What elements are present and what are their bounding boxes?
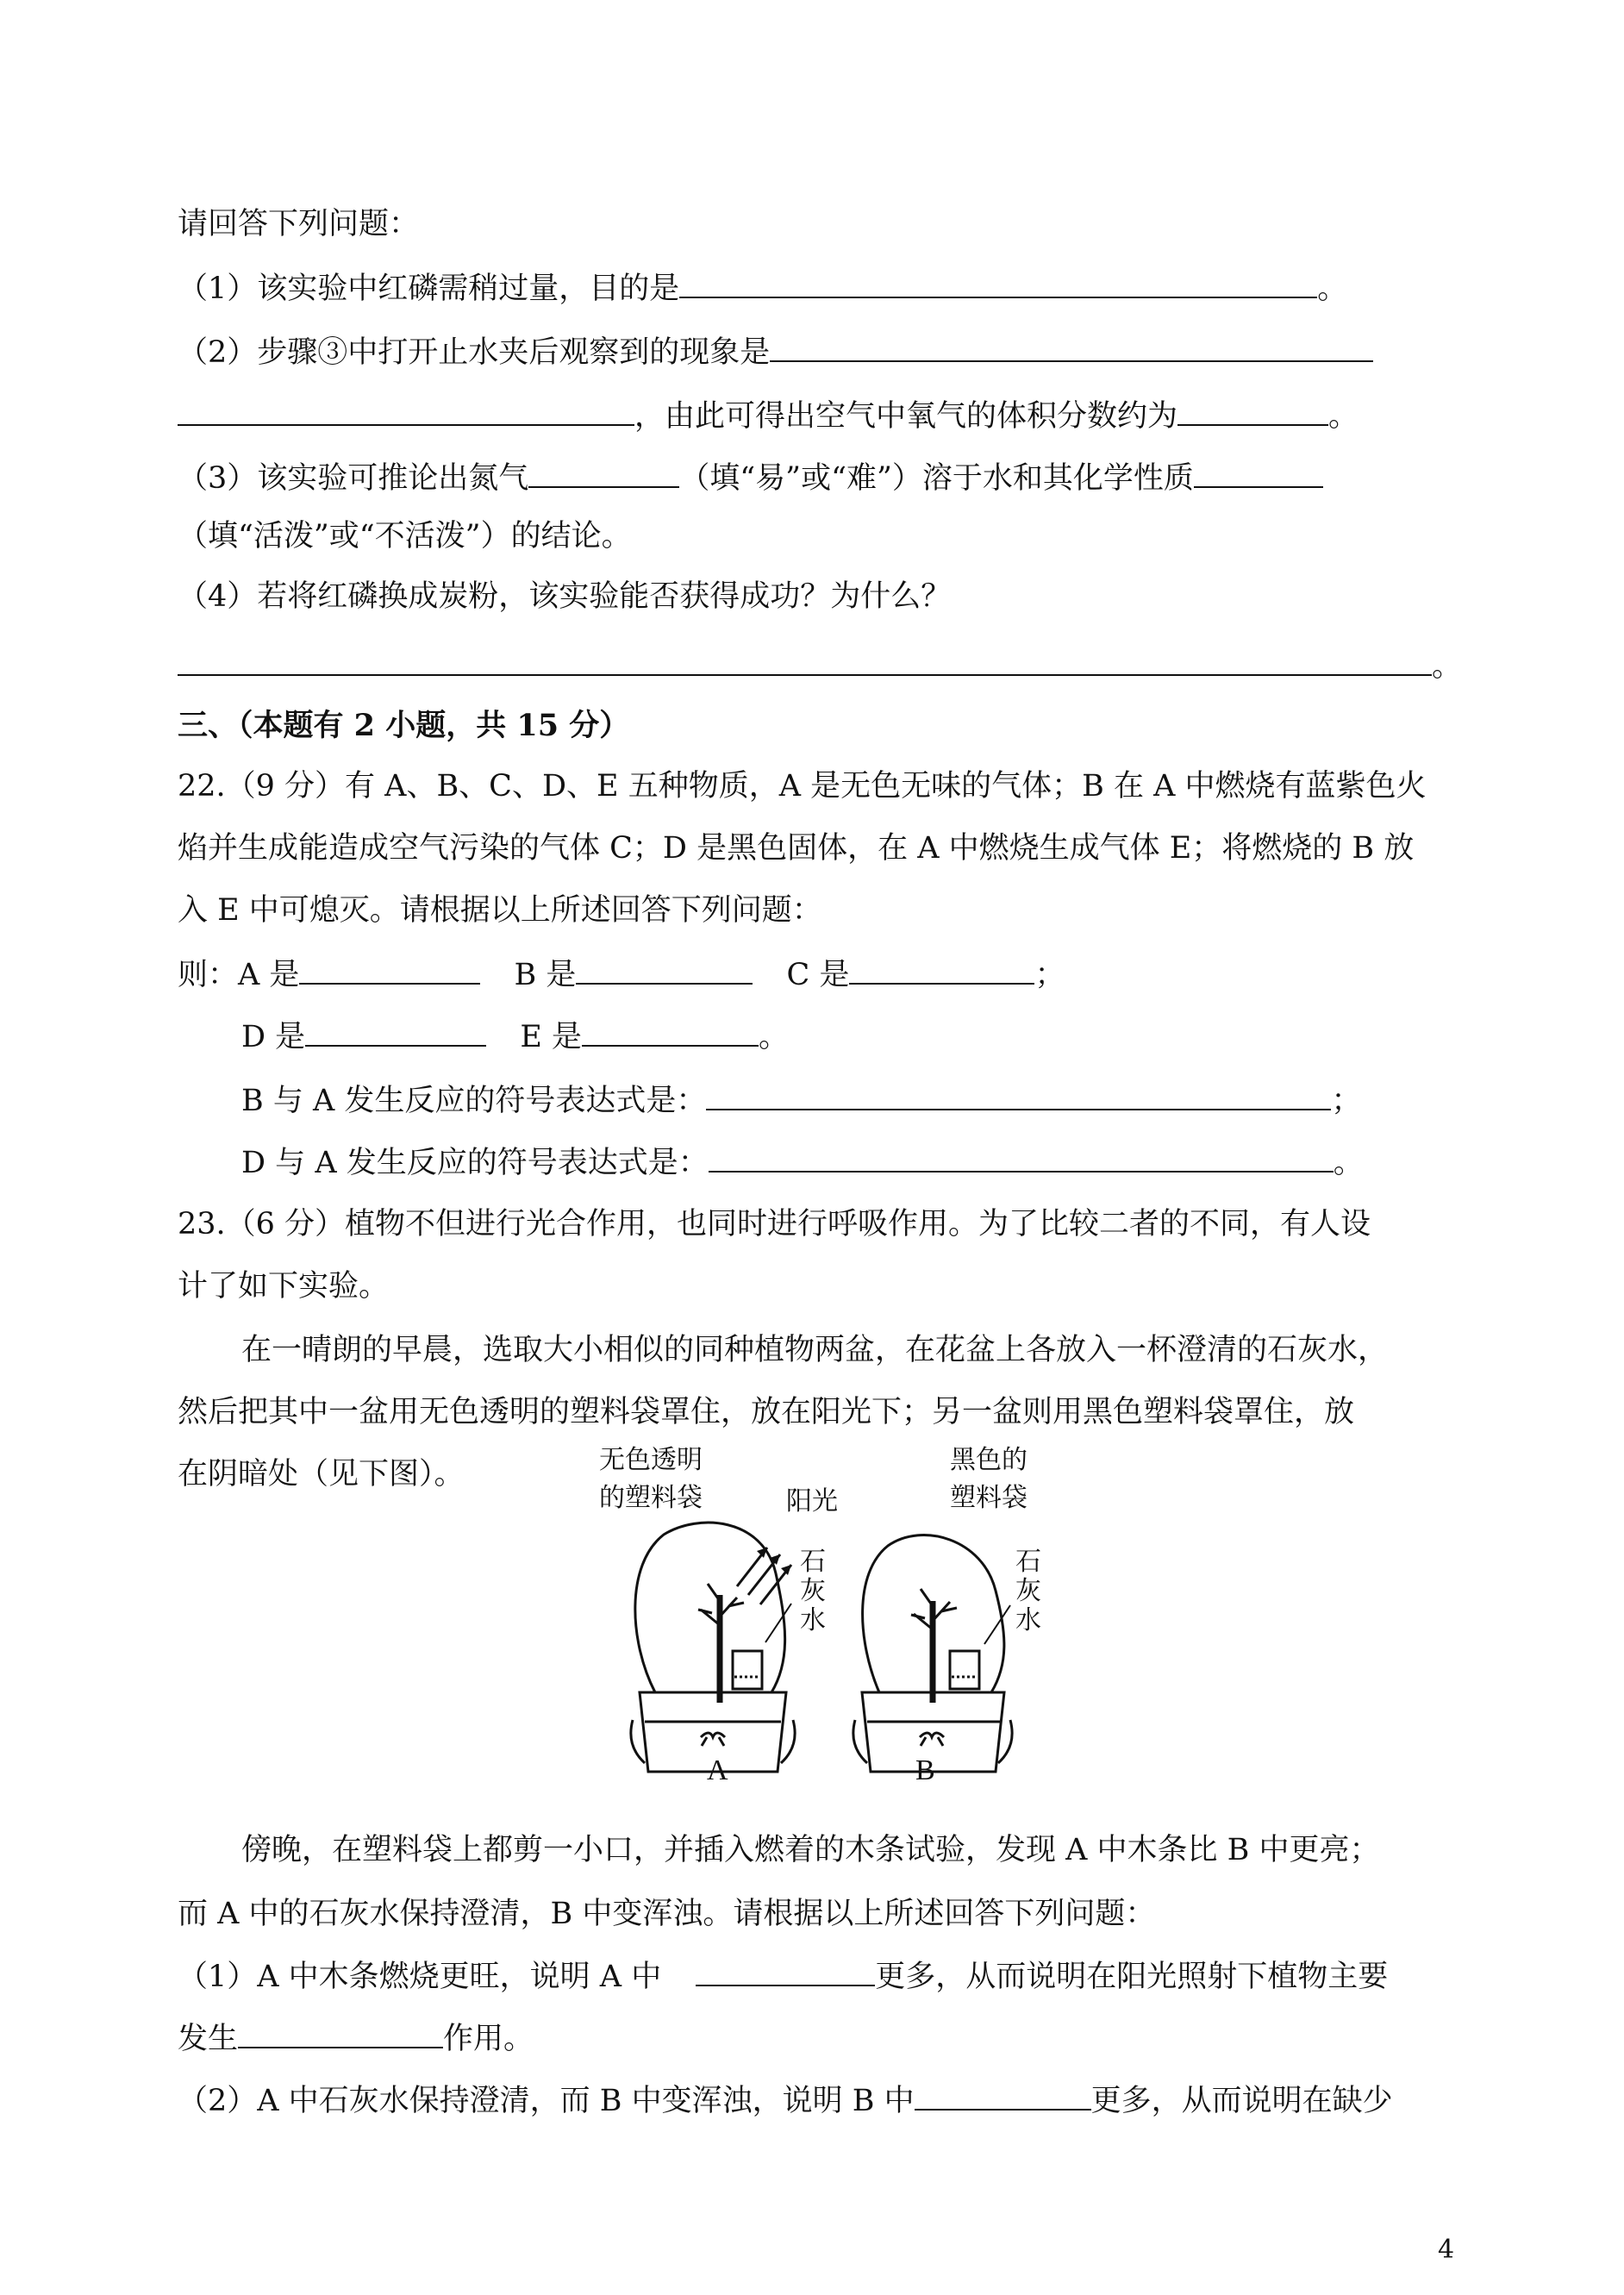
answer-blank[interactable] bbox=[528, 457, 679, 488]
section-heading: 三、（本题有 2 小题，共 15 分） bbox=[178, 708, 630, 743]
answer-blank[interactable] bbox=[915, 2079, 1091, 2111]
answer-blank[interactable] bbox=[238, 2017, 443, 2048]
q22-equation-ba: B 与 A 发生反应的符号表达式是： ； bbox=[241, 1079, 1361, 1121]
q22-line2: 焰并生成能造成空气污染的气体 C；D 是黑色固体，在 A 中燃烧生成气体 E；将燃烧的 B 放 bbox=[178, 831, 1415, 866]
q22-answers-de: D 是 E 是 。 bbox=[241, 1016, 789, 1057]
answer-blank[interactable] bbox=[178, 395, 634, 426]
q21-part2-cont: ，由此可得出空气中氧气的体积分数约为 。 bbox=[178, 395, 1359, 436]
answer-blank[interactable] bbox=[709, 1141, 1334, 1173]
answer-blank[interactable] bbox=[1177, 395, 1328, 426]
q22-answers-abc: 则：A 是 B 是 C 是 ； bbox=[178, 954, 1065, 995]
q21-part3: （3）该实验可推论出氮气 （填“易”或“难”）溶于水和其化学性质 bbox=[178, 457, 1323, 498]
q21-part2: （2）步骤③中打开止水夹后观察到的现象是 bbox=[178, 331, 1373, 372]
q22-line3: 入 E 中可熄灭。请根据以上所述回答下列问题： bbox=[178, 893, 822, 928]
question-intro: 请回答下列问题： bbox=[178, 207, 420, 241]
answer-blank[interactable] bbox=[1194, 457, 1323, 488]
answer-blank[interactable] bbox=[305, 1016, 486, 1047]
label-bag-a: 无色透明 的塑料袋 bbox=[599, 1445, 703, 1513]
q21-part1: （1）该实验中红磷需稍过量，目的是 。 bbox=[178, 267, 1347, 309]
q23-line2: 计了如下实验。 bbox=[178, 1269, 390, 1304]
q23-part1-cont: 发生 作用。 bbox=[178, 2017, 534, 2059]
answer-blank[interactable] bbox=[770, 331, 1373, 362]
q23-line1: 23.（6 分）植物不但进行光合作用，也同时进行呼吸作用。为了比较二者的不同，有人设 bbox=[178, 1207, 1371, 1241]
q23-para3: 在阴暗处（见下图）。 bbox=[178, 1457, 465, 1491]
q23-para5: 而 A 中的石灰水保持澄清，B 中变浑浊。请根据以上所述回答下列问题： bbox=[178, 1897, 1156, 1931]
label-limewater-a: 石 灰 水 bbox=[800, 1547, 826, 1635]
label-limewater-b: 石 灰 水 bbox=[1015, 1547, 1041, 1635]
answer-blank[interactable] bbox=[299, 954, 480, 985]
q23-para4: 傍晚，在塑料袋上都剪一小口，并插入燃着的木条试验，发现 A 中木条比 B 中更亮； bbox=[241, 1833, 1380, 1867]
q23-para1: 在一晴朗的早晨，选取大小相似的同种植物两盆，在花盆上各放入一杯澄清的石灰水， bbox=[241, 1333, 1389, 1367]
q22-line1: 22.（9 分）有 A、B、C、D、E 五种物质，A 是无色无味的气体；B 在 A 中燃烧有蓝紫色火 bbox=[178, 769, 1427, 804]
answer-blank[interactable] bbox=[696, 1955, 875, 1986]
answer-blank[interactable] bbox=[849, 954, 1034, 985]
label-bag-b: 黑色的 塑料袋 bbox=[950, 1445, 1027, 1513]
q21-part4-answer: 。 bbox=[178, 645, 1462, 686]
label-sunlight: 阳光 bbox=[786, 1486, 838, 1516]
q23-part1: （1）A 中木条燃烧更旺，说明 A 中 更多，从而说明在阳光照射下植物主要 bbox=[178, 1955, 1388, 1997]
answer-blank[interactable] bbox=[679, 267, 1317, 298]
q23-para2: 然后把其中一盆用无色透明的塑料袋罩住，放在阳光下；另一盆则用黑色塑料袋罩住，放 bbox=[178, 1395, 1355, 1429]
caption-b: B bbox=[915, 1754, 935, 1786]
answer-blank[interactable] bbox=[576, 954, 753, 985]
answer-blank[interactable] bbox=[582, 1016, 759, 1047]
q21-part3-cont: （填“活泼”或“不活泼”）的结论。 bbox=[178, 519, 632, 553]
answer-blank[interactable] bbox=[178, 645, 1432, 676]
answer-blank[interactable] bbox=[706, 1079, 1331, 1110]
page-number: 4 bbox=[1438, 2235, 1455, 2265]
experiment-figure bbox=[560, 1444, 1077, 1806]
q21-part4: （4）若将红磷换成炭粉，该实验能否获得成功？为什么？ bbox=[178, 579, 952, 614]
q23-part2: （2）A 中石灰水保持澄清，而 B 中变浑浊，说明 B 中 更多，从而说明在缺少 bbox=[178, 2079, 1393, 2121]
caption-a: A bbox=[707, 1754, 728, 1786]
q22-equation-da: D 与 A 发生反应的符号表达式是： 。 bbox=[241, 1141, 1364, 1183]
